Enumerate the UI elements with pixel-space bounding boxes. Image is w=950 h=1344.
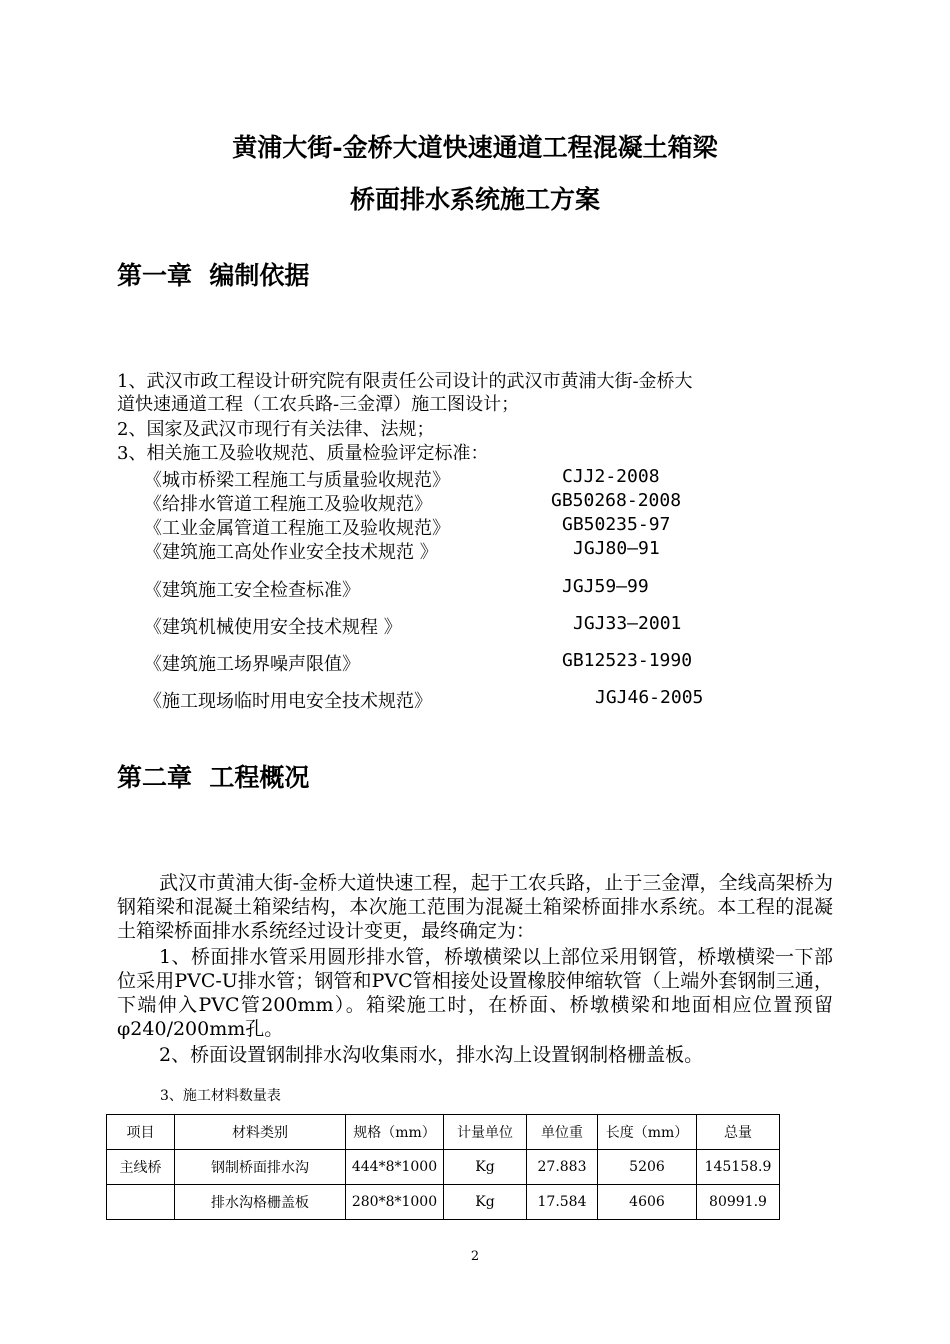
chapter1-heading: 第一章 编制依据 — [117, 261, 310, 290]
table-cell: 27.883 — [527, 1150, 598, 1185]
table-cell: 钢制桥面排水沟 — [175, 1150, 346, 1185]
table-row — [107, 1150, 780, 1185]
standard-code: JGJ80—91 — [573, 538, 660, 559]
standard-name: 《建筑施工场界噪声限值》 — [144, 654, 360, 675]
standard-name: 《工业金属管道工程施工及验收规范》 — [144, 518, 450, 539]
standard-code: JGJ46-2005 — [595, 687, 704, 708]
overview-text: 武汉市黄浦大街-金桥大道快速工程，起于工农兵路，止于三金潭，全线高架桥为钢箱梁和混凝土箱梁结构，本次施工范围为混凝土箱梁桥面排水系统。本工程的混凝土箱梁桥面排水系统经过设计变更，最终确定为： — [117, 872, 833, 942]
table-header-cell: 项目 — [107, 1115, 175, 1150]
standard-name: 《施工现场临时用电安全技术规范》 — [144, 691, 432, 712]
table-cell: 280*8*1000 — [346, 1185, 444, 1220]
standard-name: 《城市桥梁工程施工与质量验收规范》 — [144, 470, 450, 491]
table-header-cell: 总量 — [697, 1115, 780, 1150]
drainage-pipe-paragraph — [117, 945, 833, 1041]
materials-table — [106, 1114, 780, 1220]
standard-code: JGJ59—99 — [562, 576, 649, 597]
table-header-cell: 计量单位 — [444, 1115, 527, 1150]
table-cell: 主线桥 — [107, 1150, 175, 1185]
table-cell: Kg — [444, 1150, 527, 1185]
table-cell: 145158.9 — [697, 1150, 780, 1185]
table-header-cell: 长度（mm） — [598, 1115, 697, 1150]
chapter2-heading: 第二章 工程概况 — [117, 763, 310, 792]
basis-item-2: 2、国家及武汉市现行有关法律、法规； — [117, 419, 435, 440]
standard-code: GB50235-97 — [562, 514, 671, 535]
table-cell: 5206 — [598, 1150, 697, 1185]
basis-item-1-cont: 道快速通道工程（工农兵路-三金潭）施工图设计； — [117, 394, 520, 415]
standard-code: GB50268-2008 — [551, 490, 682, 511]
table-cell: 444*8*1000 — [346, 1150, 444, 1185]
standard-code: JGJ33—2001 — [573, 613, 682, 634]
document-title-line2: 桥面排水系统施工方案 — [349, 185, 600, 214]
table-cell — [107, 1185, 175, 1220]
standard-name: 《建筑机械使用安全技术规程 》 — [144, 617, 402, 638]
standard-code: GB12523-1990 — [562, 650, 693, 671]
table-cell: Kg — [444, 1185, 527, 1220]
table-header-cell: 规格（mm） — [346, 1115, 444, 1150]
table-cell: 4606 — [598, 1185, 697, 1220]
page-number: 2 — [470, 1249, 480, 1264]
drainage-pipe-text: 1、桥面排水管采用圆形排水管，桥墩横梁以上部位采用钢管，桥墩横梁一下部位采用PVC-U排水管；钢管和PVC管相接处设置橡胶伸缩软管（上端外套钢制三通，下端伸入PVC管200mm）。箱梁施工时，在桥面、桥墩横梁和地面相应位置预留φ240/200mm孔。 — [117, 946, 833, 1040]
basis-item-1: 1、武汉市政工程设计研究院有限责任公司设计的武汉市黄浦大街-金桥大 — [117, 371, 693, 392]
table-cell: 17.584 — [527, 1185, 598, 1220]
overview-paragraph — [117, 871, 833, 943]
standard-name: 《建筑施工高处作业安全技术规范 》 — [144, 542, 438, 563]
table-caption: 3、施工材料数量表 — [160, 1088, 281, 1104]
document-title-line1: 黄浦大街-金桥大道快速通道工程混凝土箱梁 — [232, 133, 718, 162]
table-cell: 80991.9 — [697, 1185, 780, 1220]
basis-item-3: 3、相关施工及验收规范、质量检验评定标准： — [117, 443, 489, 464]
table-header-cell: 材料类别 — [175, 1115, 346, 1150]
table-cell: 排水沟格栅盖板 — [175, 1185, 346, 1220]
standard-name: 《建筑施工安全检查标准》 — [144, 580, 360, 601]
drainage-ditch-text: 2、桥面设置钢制排水沟收集雨水，排水沟上设置钢制格栅盖板。 — [159, 1044, 704, 1066]
standard-name: 《给排水管道工程施工及验收规范》 — [144, 494, 432, 515]
standard-code: CJJ2-2008 — [562, 466, 660, 487]
table-header-cell: 单位重 — [527, 1115, 598, 1150]
drainage-ditch-paragraph — [117, 1043, 833, 1067]
table-row — [107, 1185, 780, 1220]
table-header-row — [107, 1115, 780, 1150]
